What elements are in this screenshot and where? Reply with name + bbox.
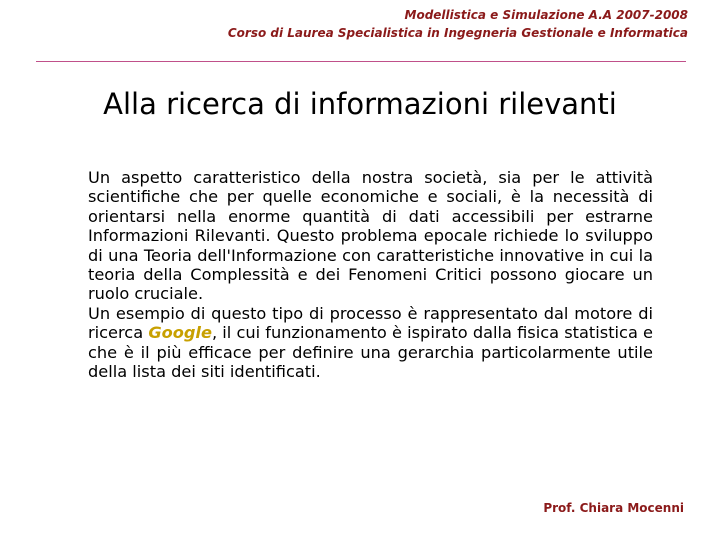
paragraph-2: [88, 304, 653, 382]
google-highlight: Google: [148, 323, 212, 343]
course-subtitle: Corso di Laurea Specialistica in Ingegneria Gestionale e Informatica: [227, 26, 688, 40]
paragraph-1: Un aspetto caratteristico della nostra società, sia per le attività scientifiche che per quelle economiche e sociali, è la necessità di orientarsi nella enorme quantità di dati accessibili per estrarne Informazioni Rilevanti. Questo problema epocale richiede lo sviluppo di una Teoria dell'Informazione con caratteristiche innovative in cui la teoria della Complessità e dei Fenomeni Critici possono giocare un ruolo cruciale.: [88, 168, 653, 304]
paragraph-2-start: Un esempio di questo tipo di processo è rappresentato dal motore di ricerca: [88, 303, 653, 343]
course-title: Modellistica e Simulazione A.A 2007-2008: [404, 8, 688, 22]
paragraph-2-end: , il cui funzionamento è ispirato dalla fisica statistica e che è il più efficace per definire una gerarchia particolarmente utile della lista dei siti identificati.: [88, 323, 653, 382]
slide-title: Alla ricerca di informazioni rilevanti: [103, 87, 617, 121]
slide-header: [228, 6, 688, 42]
slide-body: [88, 168, 653, 381]
author-credit: Prof. Chiara Mocenni: [543, 501, 684, 515]
header-divider: [36, 61, 686, 62]
